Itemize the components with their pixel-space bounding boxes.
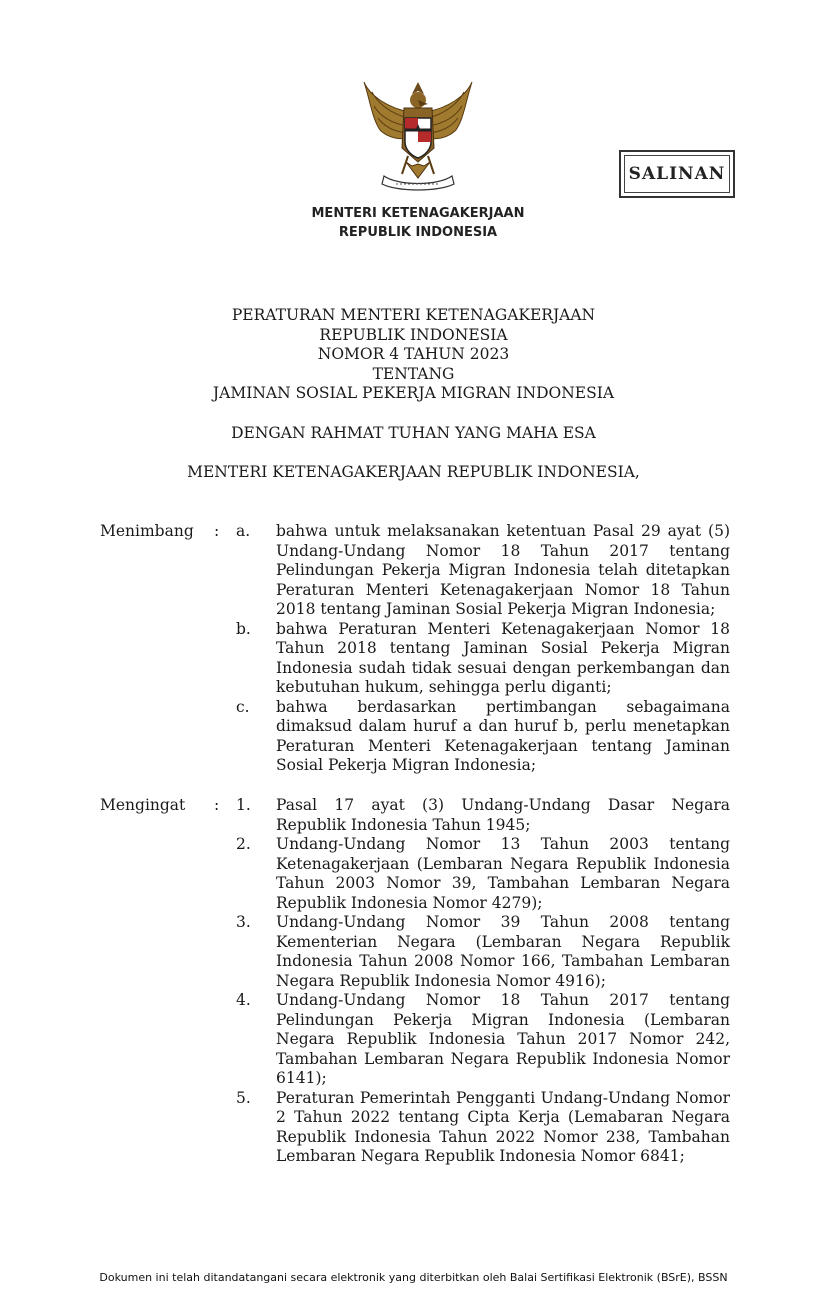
item-text: bahwa berdasarkan pertimbangan sebagaimana dimaksud dalam huruf a dan huruf b, perlu menetapkan Peraturan Menteri Ketenagakerjaan tentang Jaminan Sosial Pekerja Migran Indonesia; [276, 697, 730, 774]
salinan-stamp [619, 150, 735, 198]
stamp-inner-border [624, 155, 730, 193]
item-marker: c. [236, 697, 250, 716]
ministry-name [268, 204, 568, 242]
mengingat-colon: : [214, 796, 220, 814]
ministry-line-1: MENTERI KETENAGAKERJAAN [311, 206, 525, 221]
menimbang-list [230, 522, 730, 776]
item-marker: 1. [236, 796, 251, 814]
issuer-line: MENTERI KETENAGAKERJAAN REPUBLIK INDONESIA, [187, 463, 640, 481]
item-text: Undang-Undang Nomor 39 Tahun 2008 tentang Kementerian Negara (Lembaran Negara Republik Indonesia Tahun 2008 Nomor 166, Tambahan Lembaran Negara Republik Indonesia Nomor 4916); [276, 913, 730, 990]
item-text: Undang-Undang Nomor 13 Tahun 2003 tentang Ketenagakerjaan (Lembaran Negara Republik Indonesia Tahun 2003 Nomor 39, Tambahan Lembaran Negara Republik Indonesia Nomor 4279); [276, 835, 730, 912]
item-text: Undang-Undang Nomor 18 Tahun 2017 tentang Pelindungan Pekerja Migran Indonesia (Lembaran Negara Republik Indonesia Tahun 2017 Nomor 242, Tambahan Lembaran Negara Republik Indonesia Nomor 6141); [276, 991, 730, 1087]
item-text: bahwa untuk melaksanakan ketentuan Pasal 29 ayat (5) Undang-Undang Nomor 18 Tahun 2017 tentang Pelindungan Pekerja Migran Indonesia telah ditetapkan Peraturan Menteri Ketenagakerjaan Nomor 18 Tahun 2018 tentang Jaminan Sosial Pekerja Migran Indonesia; [276, 522, 730, 618]
garuda-emblem-icon [358, 78, 478, 196]
list-item [230, 522, 730, 620]
esignature-footer: Dokumen ini telah ditandatangani secara elektronik yang diterbitkan oleh Balai Sertifikasi Elektronik (BSrE), BSSN [99, 1271, 728, 1284]
item-marker: b. [236, 619, 251, 638]
title-line-1: PERATURAN MENTERI KETENAGAKERJAAN [231, 306, 596, 324]
list-item [230, 796, 730, 835]
invocation: DENGAN RAHMAT TUHAN YANG MAHA ESA [231, 424, 596, 442]
item-marker: 5. [236, 1088, 251, 1107]
regulation-title [0, 306, 827, 404]
title-line-5: JAMINAN SOSIAL PEKERJA MIGRAN INDONESIA [212, 384, 615, 402]
list-item [230, 991, 730, 1089]
item-marker: 4. [236, 991, 251, 1009]
list-item [230, 620, 730, 698]
mengingat-list [230, 796, 730, 1167]
title-line-2: REPUBLIK INDONESIA [319, 325, 508, 344]
list-item [230, 835, 730, 913]
list-item [230, 698, 730, 776]
item-text: bahwa Peraturan Menteri Ketenagakerjaan Nomor 18 Tahun 2018 tentang Jaminan Sosial Pekerja Migran Indonesia sudah tidak sesuai dengan perkembangan dan kebutuhan hukum, sehingga perlu diganti; [276, 619, 730, 696]
stamp-label: SALINAN [628, 164, 726, 184]
mengingat-label: Mengingat [100, 796, 186, 814]
menimbang-label: Menimbang [100, 522, 194, 540]
menimbang-colon: : [214, 522, 220, 540]
item-text: Peraturan Pemerintah Pengganti Undang-Undang Nomor 2 Tahun 2022 tentang Cipta Kerja (Lemabaran Negara Republik Indonesia Tahun 2022 Nomor 238, Tambahan Lembaran Negara Republik Indonesia Nomor 6841; [276, 1088, 730, 1165]
title-line-4: TENTANG [372, 364, 455, 383]
item-text: Pasal 17 ayat (3) Undang-Undang Dasar Negara Republik Indonesia Tahun 1945; [276, 796, 730, 834]
list-item [230, 1089, 730, 1167]
item-marker: 2. [236, 835, 251, 853]
ministry-line-2: REPUBLIK INDONESIA [338, 225, 498, 240]
item-marker: a. [236, 522, 251, 540]
title-line-3: NOMOR 4 TAHUN 2023 [317, 345, 510, 363]
item-marker: 3. [236, 913, 251, 931]
list-item [230, 913, 730, 991]
